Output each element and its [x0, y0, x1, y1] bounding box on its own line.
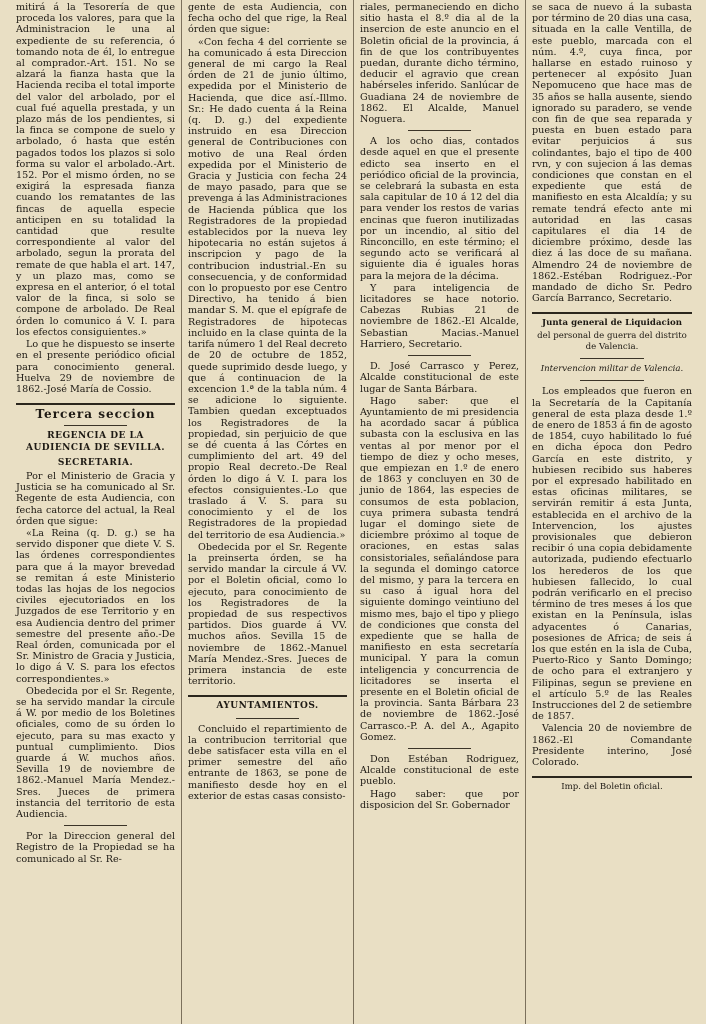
paragraph: Por el Ministerio de Gracia y Justicia se ha comunicado al Sr. Regente de esta Audiencia, con fecha catorce del actual, la Real órden que sigue:	[16, 470, 175, 527]
junta-subtitle: del personal de guerra del distrito de Valencia.	[537, 330, 687, 352]
newspaper-page	[10, 0, 700, 1024]
paragraph: riales, permaneciendo en dicho sitio hasta el 8.º dia al de la insercion de este anuncio en el Boletin oficial de la provincia, á fin de que los contribuyentes puedan, durante dicho término, deducir el agravio que crean habérseles inferido. Sanlúcar de Guadiana 24 de noviembre de 1862. El Alcalde, Manuel Noguera.	[360, 2, 519, 126]
divider	[16, 403, 175, 405]
printer-footer: Imp. del Boletin oficial.	[561, 782, 663, 793]
paragraph: se saca de nuevo á la subasta por término de 20 dias una casa, situada en la calle Ventilla, de este pueblo, marcada con el núm. 4.º, cuya finca, por hallarse en estado ruinoso y pertenecer al expósito Juan Nepomuceno que hace mas de 35 años se halla ausente, siendo ignorado su paradero, se vende con fin de que sea reparada y puesta en buen estado para evitar perjuicios á sus colindantes, bajo el tipo de 400 rvn, y con sujecion á las demas condiciones que constan en el expediente que está de manifiesto en esta Alcaldía; y su remate tendrá efecto ante mi autoridad en las casas capitulares el dia 14 de diciembre próximo, desde las diez á las doce de su mañana. Almendro 24 de noviembre de 1862.-Estéban Rodriguez.-Por mandado de dicho Sr. Pedro García Barranco, Secretario.	[532, 2, 692, 305]
divider	[408, 355, 472, 356]
paragraph: gente de esta Audiencia, con fecha ocho del que rige, la Real órden que sigue:	[188, 2, 347, 36]
paragraph: Don Estéban Rodriguez, Alcalde constitucional de este pueblo.	[360, 754, 519, 788]
heading: REGENCIA DE LA AUDIENCIA DE SEVILLA.	[25, 431, 166, 453]
paragraph: mitirá á la Tesorería de que proceda los valores, para que la Administracion le una al expediente de su referencia, ó tomando nota de él, lo entregue al comprador.-Art. 151. No se alzará la fianza hasta que la Hacienda reciba el total importe del valor del arbolado, por el cual fué aquella prestada, y un plazo más de los pendientes, si la finca se compone de suelo y arbolado, ó hasta que estén pagados todos los plazos si solo forma su valor el arbolado.-Art. 152. Por el mismo órden, no se exigirá la espresada fianza cuando los rematantes de las fincas de aquella especie anticipen en su totalidad la cantidad que resulte correspondiente al valor del arbolado, segun la prorata del remate de que habla el art. 147, y un plazo mas, como se expresa en el anterior, ó el total valor de la finca, si solo se compone de arbolado. De Real órden lo comunico á V. I. para los efectos consiguientes.»	[16, 2, 175, 338]
section-title: AYUNTAMIENTOS.	[216, 701, 319, 712]
divider	[408, 748, 472, 749]
paragraph: Lo que he dispuesto se inserte en el presente periódico oficial para conocimiento general. Huelva 29 de noviembre de 1862.-José María de Cossio.	[16, 339, 175, 395]
paragraph: Y para inteligencia de licitadores se hace notorio. Cabezas Rubias 21 de noviembre de 1862.-El Alcalde, Sebastian Macias.-Manuel Harriero, Secretario.	[360, 282, 519, 350]
paragraph: Por la Direccion general del Registro de la Propiedad se ha comunicado al Sr. Re-	[16, 831, 175, 865]
paragraph: Hago saber: que por disposicion del Sr. Gobernador	[360, 788, 519, 811]
divider	[532, 312, 692, 314]
paragraph: A los ocho dias, contados desde aquel en que el presente edicto sea inserto en el periódico oficial de la provincia, se celebrará la subasta en esta sala capitular de 10 á 12 del dia para vender los restos de varias encinas que fueron inutilizadas por un incendio, al sitio del Rinconcillo, en este término; el segundo acto se verificará al siguiente dia é iguales horas para la mejora de la décima.	[360, 136, 519, 282]
divider	[580, 380, 644, 381]
subheading: SECRETARIA.	[57, 457, 134, 468]
paragraph: Valencia 20 de noviembre de 1862.-El Comandante Presidente interino, José Colorado.	[532, 723, 692, 768]
paragraph: «La Reina (q. D. g.) se ha servido disponer que diete V. S. las órdenes correspondientes para que á la mayor brevedad se remitan á este Ministerio todas las hojas de los negocios civiles ejecutoriados en los Juzgados de ese Territorio y en esa Audiencia dentro del primer semestre del presente año.-De Real órden, comunicada por el Sr. Ministro de Gracia y Justicia, lo digo á V. S. para los efectos correspondientes.»	[16, 527, 175, 685]
divider	[236, 718, 300, 719]
paragraph: Concluido el repartimiento de la contribucion territorial que debe satisfacer esta villa en el primer semestre del año entrante de 1863, se pone de manifiesto desde hoy en el exterior de estas casas consisto-	[188, 723, 347, 802]
paragraph: «Con fecha 4 del corriente se ha comunicado á esta Direccion general de mi cargo la Real órden de 21 de junio último, expedida por el Ministerio de Hacienda, que dice así.-Illmo. Sr.: He dado cuenta á la Reina (q. D. g.) del expediente instruido en esa Direccion general de Contribuciones con motivo de una Real órden expedida por el Ministerio de Gracia y Justicia con fecha 24 de mayo pasado, para que se prevenga á las Administraciones de Hacienda pública que los Registradores de la propiedad establecidos por la nueva ley hipotecaria no están sujetos á inscripcion y pago de la contribucion industrial.-En su consecuencia, y de conformidad con lo propuesto por ese Centro Directivo, ha tenido á bien mandar S. M. que el epígrafe de Registradores de hipotecas incluido en la clase quinta de la tarifa número 1 del Real decreto de 20 de octubre de 1852, quede suprimido desde luego, y que á continuacion de la excencion 1.ª de la tabla núm. 4 se adicione lo siguiente. Tambien quedan exceptuados los Registradores de la propiedad, sin perjuicio de que se dé cuenta á las Córtes en cumplimiento del art. 49 del propio Real decreto.-De Real órden lo digo á V. I. para los efectos consiguientes.-Lo que traslado á V. S. para su conocimiento y el de los Registradores de la propiedad del territorio de esa Audiencia.»	[188, 36, 348, 541]
junta-title: Junta general de Liquidacion	[542, 318, 682, 329]
paragraph: Obedecida por el Sr. Regente, se ha servido mandar la circule á W. por medio de los Boletines oficiales, como de su órden lo ejecuto, para su mas exacto y puntual cumplimiento. Dios guarde á W. muchos años. Sevilla 19 de noviembre de 1862.-Manuel María Mendez.-Sres. Jueces de primera instancia del territorio de esta Audiencia.	[16, 685, 175, 821]
column-2	[182, 0, 354, 1024]
paragraph: Obedecida por el Sr. Regente la preinserta órden, se ha servido mandar la circule á VV. por el Boletin oficial, como lo ejecuto, para conocimiento de los Registradores de la propiedad de sus respectivos partidos. Dios guarde á VV. muchos años. Sevilla 15 de noviembre de 1862.-Manuel María Mendez.-Sres. Jueces de primera instancia de este territorio.	[188, 541, 347, 688]
divider	[532, 776, 692, 778]
intervencion-heading: Intervencion militar de Valencia.	[540, 364, 684, 375]
divider	[580, 358, 644, 359]
divider	[64, 425, 128, 426]
divider	[64, 825, 128, 826]
divider	[188, 695, 347, 697]
paragraph: Los empleados que fueron en la Secretaría de la Capitanía general de esta plaza desde 1.º de enero de 1853 á fin de agosto de 1854, cuyo habilitado lo fué en dicha época don Pedro García en este distrito, y hubiesen recibido sus haberes por el expresado habilitado en estas oficinas militares, se servirán remitir á esta Junta, establecida en el archivo de la Intervencion, los ajustes provisionales que debieron recibir ó una copia debidamente autorizada, pudiendo efectuarlo los herederos de los que hubiesen fallecido, lo cual podrán verificarlo en el preciso término de tres meses á los que existan en la Península, islas adyacentes ó Canarias, posesiones de Africa; de seis á los que estén en la isla de Cuba, Puerto-Rico y Santo Domingo; de ocho para el extranjero y Filipinas, segun se previene en el artículo 5.º de las Reales Instrucciones del 2 de setiembre de 1857.	[532, 386, 692, 723]
paragraph: D. José Carrasco y Perez, Alcalde constitucional de este lugar de Santa Bárbara.	[360, 361, 519, 395]
column-3	[354, 0, 526, 1024]
column-1	[10, 0, 182, 1024]
section-title: Tercera seccion	[35, 407, 156, 422]
divider	[408, 130, 472, 131]
column-4	[526, 0, 698, 1024]
paragraph: Hago saber: que el Ayuntamiento de mi presidencia ha acordado sacar á pública subasta con la esclusiva en las ventas al por menor por el tiempo de diez y ocho meses, que empiezan en 1.º de enero de 1863 y concluyen en 30 de junio de 1864, las especies de consumos de esta poblacion, cuya primera subasta tendrá lugar el domingo siete de diciembre próximo al toque de oraciones, en estas salas consistoriales, señalándose para la segunda el domingo catorce del mismo, y para la tercera en su caso á igual hora del siguiente domingo veintiuno del mismo mes, bajo el tipo y pliego de condiciones que consta del expediente que se halla de manifiesto en esta secretaría municipal. Y para la comun inteligencia y concurrencia de licitadores se inserta el presente en el Boletin oficial de la provincia. Santa Bárbara 23 de noviembre de 1862.-José Carrasco.-P. A. del A., Agapito Gomez.	[360, 395, 519, 743]
